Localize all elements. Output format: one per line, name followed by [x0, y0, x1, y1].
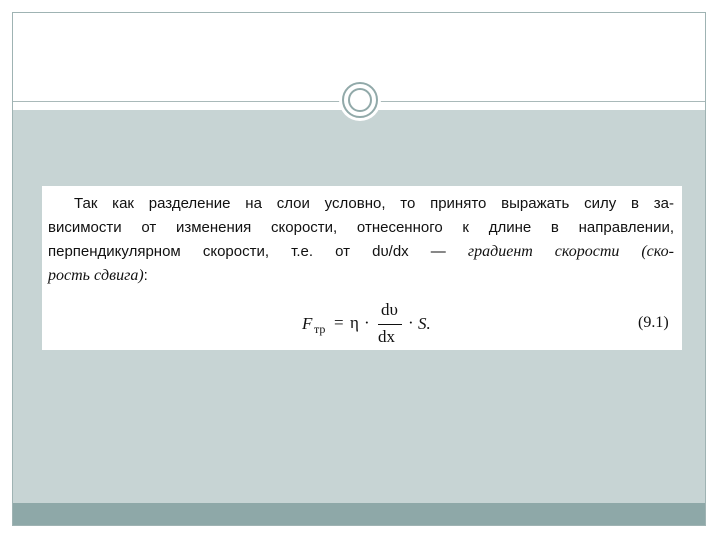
text-image-panel [42, 186, 682, 350]
formula-equals: = [334, 313, 344, 332]
paragraph-line-3-text: перпендикулярном скорости, т.е. от dυ/dx — [48, 243, 468, 260]
term-velocity-gradient: градиент скорости (ско- [467, 243, 674, 260]
paragraph-line-1: Так как разделение на слои условно, то принято выражать силу в за- [74, 195, 674, 212]
double-ring-circle-icon [339, 79, 381, 121]
fraction-numerator: dυ [381, 300, 398, 319]
paragraph-line-3 [48, 240, 674, 264]
formula-viscosity: η [350, 313, 359, 332]
paragraph-line-4-colon: : [143, 267, 148, 284]
formula-dot-1: · [364, 313, 370, 332]
paragraph-line-4 [48, 264, 674, 288]
footer-band [13, 503, 705, 525]
fraction-denominator: dx [378, 327, 395, 346]
equation-number: (9.1) [638, 314, 669, 331]
formula-area: S. [418, 314, 431, 333]
formula-dot-2: · [408, 313, 414, 332]
formula-row [42, 290, 682, 346]
formula-lhs-subscript: тр [314, 322, 326, 336]
paragraph-line-2: висимости от изменения скорости, отнесенного к длине в направлении, [48, 219, 674, 236]
formula-lhs: F [302, 314, 313, 333]
inner-ring [348, 88, 372, 112]
fraction-bar [378, 324, 402, 325]
formula-fraction [376, 300, 404, 348]
term-shear-rate: рость сдвига) [48, 267, 144, 284]
